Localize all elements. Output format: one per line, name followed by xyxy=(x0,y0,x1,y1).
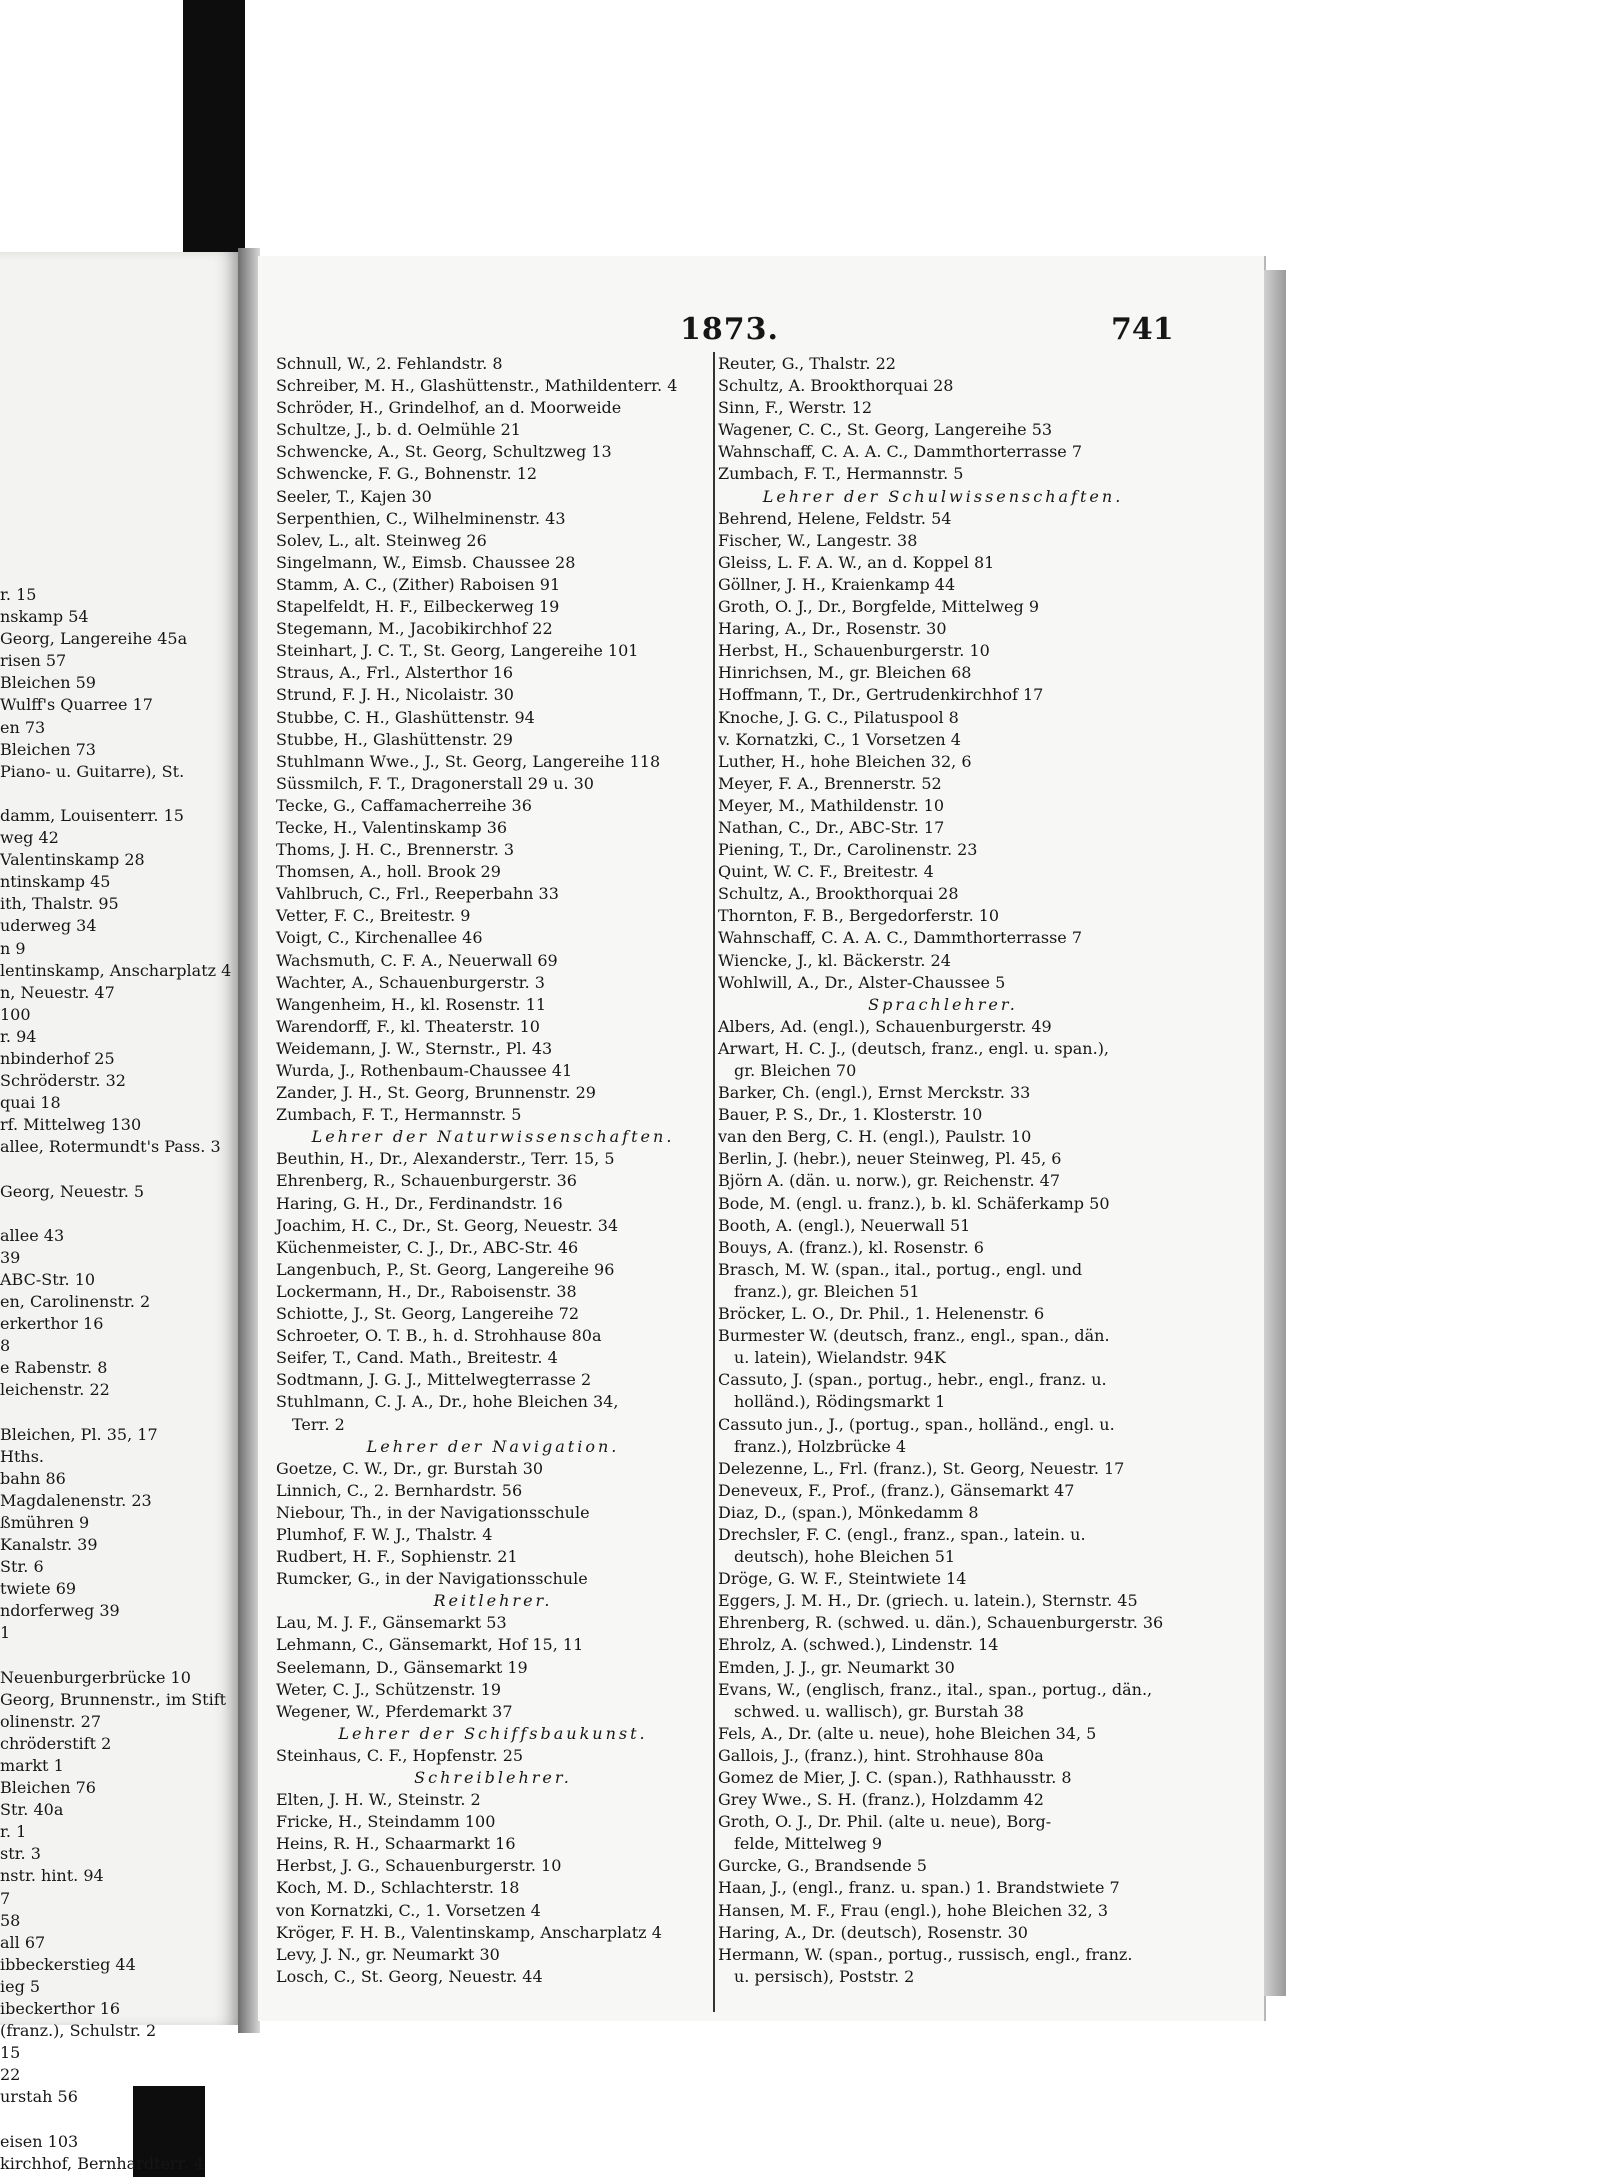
directory-entry: Bauer, P. S., Dr., 1. Klosterstr. 10 xyxy=(718,1105,983,1125)
directory-entry: Goetze, C. W., Dr., gr. Burstah 30 xyxy=(276,1458,544,1478)
directory-entry: Plumhof, F. W. J., Thalstr. 4 xyxy=(276,1524,493,1544)
column-divider xyxy=(713,352,715,2012)
directory-entry: Singelmann, W., Eimsb. Chaussee 28 xyxy=(276,552,576,572)
page-year: 1873. xyxy=(680,312,779,347)
directory-entry: Schultz, A. Brookthorquai 28 xyxy=(718,376,954,396)
directory-entry: Wachsmuth, C. F. A., Neuerwall 69 xyxy=(276,950,558,970)
left-page-fragment: twiete 69 xyxy=(0,1579,77,1599)
book-spine-shadow-top xyxy=(183,0,245,262)
directory-entry: Berlin, J. (hebr.), neuer Steinweg, Pl. 45, 6 xyxy=(718,1149,1062,1169)
left-page-fragment: ibbeckerstieg 44 xyxy=(0,1954,136,1974)
left-page-fragment: en 73 xyxy=(0,717,46,737)
left-page-fragment: nstr. hint. 94 xyxy=(0,1866,104,1886)
directory-entry: Stubbe, H., Glashüttenstr. 29 xyxy=(276,729,513,749)
directory-entry: Herbst, H., Schauenburgerstr. 10 xyxy=(718,641,990,661)
section-heading: Lehrer der Schiffsbaukunst. xyxy=(338,1723,648,1743)
directory-entry: Haring, A., Dr., Rosenstr. 30 xyxy=(718,619,947,639)
directory-entry: Heins, R. H., Schaarmarkt 16 xyxy=(276,1834,516,1854)
left-page-fragment xyxy=(0,1158,234,1180)
directory-entry: Kröger, F. H. B., Valentinskamp, Anscharplatz 4 xyxy=(276,1922,662,1942)
directory-entry: Wachter, A., Schauenburgerstr. 3 xyxy=(276,972,545,992)
directory-entry: Luther, H., hohe Bleichen 32, 6 xyxy=(718,751,972,771)
directory-entry: Schroeter, O. T. B., h. d. Strohhause 80a xyxy=(276,1326,602,1346)
directory-entry: Hermann, W. (span., portug., russisch, engl., franz. xyxy=(718,1944,1133,1964)
directory-entry: franz.), gr. Bleichen 51 xyxy=(734,1281,920,1301)
right-column-directory xyxy=(718,353,1168,1988)
directory-entry: Wangenheim, H., kl. Rosenstr. 11 xyxy=(276,994,547,1014)
left-page-fragment: ABC-Str. 10 xyxy=(0,1269,96,1289)
directory-entry: Cassuto, J. (span., portug., hebr., engl., franz. u. xyxy=(718,1370,1107,1390)
left-page-fragment xyxy=(0,1645,234,1667)
left-page-fragment: risen 57 xyxy=(0,651,67,671)
directory-entry: Losch, C., St. Georg, Neuestr. 44 xyxy=(276,1966,543,1986)
directory-entry: Gleiss, L. F. A. W., an d. Koppel 81 xyxy=(718,552,995,572)
directory-entry: Warendorff, F., kl. Theaterstr. 10 xyxy=(276,1016,540,1036)
directory-entry: Piening, T., Dr., Carolinenstr. 23 xyxy=(718,840,978,860)
directory-entry: Schreiber, M. H., Glashüttenstr., Mathildenterr. 4 xyxy=(276,376,678,396)
left-page-fragment: ibeckerthor 16 xyxy=(0,1999,121,2018)
left-page-fragment: lentinskamp, Anscharplatz 4 xyxy=(0,960,232,980)
left-page-fragment: weg 42 xyxy=(0,828,59,848)
directory-entry: Nathan, C., Dr., ABC-Str. 17 xyxy=(718,817,945,837)
directory-entry: Küchenmeister, C. J., Dr., ABC-Str. 46 xyxy=(276,1237,579,1257)
directory-entry: Stamm, A. C., (Zither) Raboisen 91 xyxy=(276,574,561,594)
directory-entry: gr. Bleichen 70 xyxy=(734,1061,857,1080)
left-page-fragment: 22 xyxy=(0,2065,21,2085)
directory-entry: Linnich, C., 2. Bernhardstr. 56 xyxy=(276,1480,523,1500)
directory-entry: Rumcker, G., in der Navigationsschule xyxy=(276,1569,588,1589)
directory-entry: Behrend, Helene, Feldstr. 54 xyxy=(718,508,952,528)
directory-entry: Fricke, H., Steindamm 100 xyxy=(276,1812,496,1832)
left-page-fragment: ßmühren 9 xyxy=(0,1512,90,1532)
directory-entry: Tecke, G., Caffamacherreihe 36 xyxy=(276,795,532,815)
section-heading: Lehrer der Navigation. xyxy=(366,1436,620,1456)
directory-entry: Groth, O. J., Dr., Borgfelde, Mittelweg 9 xyxy=(718,597,1040,617)
section-heading: Sprachlehrer. xyxy=(868,994,1018,1014)
directory-entry: Seelemann, D., Gänsemarkt 19 xyxy=(276,1657,528,1677)
left-page-fragment: 100 xyxy=(0,1004,31,1024)
directory-entry: holländ.), Rödingsmarkt 1 xyxy=(734,1392,946,1412)
left-page-fragment: e Rabenstr. 8 xyxy=(0,1358,108,1378)
directory-entry: Gurcke, G., Brandsende 5 xyxy=(718,1856,927,1876)
directory-entry: Gallois, J., (franz.), hint. Strohhause 80a xyxy=(718,1745,1044,1765)
directory-entry: u. latein), Wielandstr. 94K xyxy=(734,1348,946,1368)
directory-entry: Steinhart, J. C. T., St. Georg, Langereihe 101 xyxy=(276,641,639,661)
left-page-fragment: 1 xyxy=(0,1623,11,1643)
directory-entry: Voigt, C., Kirchenallee 46 xyxy=(276,928,483,948)
left-page-fragment: Bleichen, Pl. 35, 17 xyxy=(0,1424,158,1444)
directory-entry: Wahnschaff, C. A. A. C., Dammthorterrasse 7 xyxy=(718,928,1083,948)
directory-entry: Hinrichsen, M., gr. Bleichen 68 xyxy=(718,663,972,683)
left-page-fragment: ith, Thalstr. 95 xyxy=(0,894,119,914)
directory-entry: Thoms, J. H. C., Brennerstr. 3 xyxy=(276,840,515,860)
left-page-fragment: bahn 86 xyxy=(0,1468,66,1488)
directory-entry: Bode, M. (engl. u. franz.), b. kl. Schäferkamp 50 xyxy=(718,1193,1110,1213)
directory-entry: Diaz, D., (span.), Mönkedamm 8 xyxy=(718,1502,979,1522)
left-page-fragment: Valentinskamp 28 xyxy=(0,850,145,870)
directory-entry: Stubbe, C. H., Glashüttenstr. 94 xyxy=(276,707,535,727)
directory-entry: Cassuto jun., J., (portug., span., holländ., engl. u. xyxy=(718,1414,1115,1434)
directory-entry: Bouys, A. (franz.), kl. Rosenstr. 6 xyxy=(718,1237,984,1257)
directory-entry: Barker, Ch. (engl.), Ernst Merckstr. 33 xyxy=(718,1083,1031,1103)
directory-entry: Sinn, F., Werstr. 12 xyxy=(718,398,873,418)
left-page-fragment: 58 xyxy=(0,1910,21,1930)
directory-entry: Björn A. (dän. u. norw.), gr. Reichenstr. 47 xyxy=(718,1171,1061,1191)
page-number: 741 xyxy=(1111,312,1174,347)
left-page-fragment: n, Neuestr. 47 xyxy=(0,982,115,1002)
directory-entry: Lau, M. J. F., Gänsemarkt 53 xyxy=(276,1613,507,1633)
directory-entry: Wiencke, J., kl. Bäckerstr. 24 xyxy=(718,950,951,970)
left-page-fragment: 7 xyxy=(0,1888,11,1908)
left-page-fragment: n 9 xyxy=(0,938,26,958)
left-page-fragment: leichenstr. 22 xyxy=(0,1380,110,1400)
left-page-fragment: r. 94 xyxy=(0,1026,37,1046)
directory-entry: Zumbach, F. T., Hermannstr. 5 xyxy=(718,464,964,484)
left-page-fragment: Bleichen 59 xyxy=(0,673,96,693)
left-page-fragment: markt 1 xyxy=(0,1755,64,1775)
directory-entry: Solev, L., alt. Steinweg 26 xyxy=(276,530,487,550)
directory-entry: Wagener, C. C., St. Georg, Langereihe 53 xyxy=(718,420,1053,440)
directory-entry: Schiotte, J., St. Georg, Langereihe 72 xyxy=(276,1304,580,1324)
directory-entry: Stuhlmann Wwe., J., St. Georg, Langereihe 118 xyxy=(276,751,661,771)
directory-entry: Thomsen, A., holl. Brook 29 xyxy=(276,862,501,882)
directory-entry: Meyer, F. A., Brennerstr. 52 xyxy=(718,773,942,793)
directory-entry: Gomez de Mier, J. C. (span.), Rathhausstr. 8 xyxy=(718,1768,1072,1787)
directory-entry: Fischer, W., Langestr. 38 xyxy=(718,530,918,550)
directory-entry: Albers, Ad. (engl.), Schauenburgerstr. 49 xyxy=(718,1016,1052,1036)
left-page-fragment xyxy=(0,2108,234,2130)
directory-entry: Burmester W. (deutsch, franz., engl., span., dän. xyxy=(718,1326,1110,1346)
left-page-fragment: uderweg 34 xyxy=(0,916,97,936)
directory-entry: Tecke, H., Valentinskamp 36 xyxy=(276,817,508,837)
page-stack-edge xyxy=(1264,270,1286,1996)
directory-entry: v. Kornatzki, C., 1 Vorsetzen 4 xyxy=(718,729,961,749)
directory-entry: Eggers, J. M. H., Dr. (griech. u. latein.), Sternstr. 45 xyxy=(718,1591,1138,1611)
left-page-fragment: Str. 6 xyxy=(0,1557,44,1577)
directory-entry: Terr. 2 xyxy=(292,1414,345,1434)
left-page-fragment: str. 3 xyxy=(0,1844,41,1864)
directory-entry: Niebour, Th., in der Navigationsschule xyxy=(276,1502,590,1522)
section-heading: Lehrer der Schulwissenschaften. xyxy=(762,486,1124,506)
left-page-fragment: (franz.), Schulstr. 2 xyxy=(0,2021,157,2041)
directory-entry: Herbst, J. G., Schauenburgerstr. 10 xyxy=(276,1856,562,1876)
directory-entry: Lockermann, H., Dr., Raboisenstr. 38 xyxy=(276,1281,577,1301)
directory-entry: Rudbert, H. F., Sophienstr. 21 xyxy=(276,1547,518,1567)
left-page-fragment: Magdalenenstr. 23 xyxy=(0,1490,152,1510)
directory-entry: Arwart, H. C. J., (deutsch, franz., engl. u. span.), xyxy=(718,1038,1110,1058)
left-page-fragment: r. 15 xyxy=(0,585,37,604)
book-gutter xyxy=(238,248,260,2033)
left-page-fragment xyxy=(0,783,234,805)
left-page-fragment: Georg, Neuestr. 5 xyxy=(0,1181,145,1201)
directory-entry: Quint, W. C. F., Breitestr. 4 xyxy=(718,862,934,882)
directory-entry: Ehrolz, A. (schwed.), Lindenstr. 14 xyxy=(718,1635,999,1655)
directory-entry: Zander, J. H., St. Georg, Brunnenstr. 29 xyxy=(276,1083,596,1103)
directory-entry: Stapelfeldt, H. F., Eilbeckerweg 19 xyxy=(276,597,560,617)
directory-entry: Levy, J. N., gr. Neumarkt 30 xyxy=(276,1944,500,1964)
left-page-fragment: Georg, Brunnenstr., im Stift xyxy=(0,1689,227,1709)
directory-entry: Hoffmann, T., Dr., Gertrudenkirchhof 17 xyxy=(718,685,1044,705)
directory-entry: Evans, W., (englisch, franz., ital., span., portug., dän., xyxy=(718,1679,1153,1699)
directory-entry: Knoche, J. G. C., Pilatuspool 8 xyxy=(718,707,959,727)
directory-entry: Haan, J., (engl., franz. u. span.) 1. Brandstwiete 7 xyxy=(718,1878,1120,1898)
directory-entry: Haring, A., Dr. (deutsch), Rosenstr. 30 xyxy=(718,1922,1028,1942)
directory-entry: franz.), Holzbrücke 4 xyxy=(734,1436,907,1456)
left-page-fragment xyxy=(0,1203,234,1225)
directory-entry: Schwencke, A., St. Georg, Schultzweg 13 xyxy=(276,442,612,462)
directory-entry: u. persisch), Poststr. 2 xyxy=(734,1966,915,1986)
directory-entry: Lehmann, C., Gänsemarkt, Hof 15, 11 xyxy=(276,1635,584,1655)
directory-entry: Steinhaus, C. F., Hopfenstr. 25 xyxy=(276,1745,524,1765)
directory-entry: Dröge, G. W. F., Steintwiete 14 xyxy=(718,1569,967,1589)
left-page-fragment: ndorferweg 39 xyxy=(0,1601,120,1621)
directory-entry: Deneveux, F., Prof., (franz.), Gänsemarkt 47 xyxy=(718,1480,1075,1500)
directory-entry: Beuthin, H., Dr., Alexanderstr., Terr. 15, 5 xyxy=(276,1149,615,1169)
directory-entry: Weidemann, J. W., Sternstr., Pl. 43 xyxy=(276,1038,553,1058)
directory-entry: Wohlwill, A., Dr., Alster-Chaussee 5 xyxy=(718,972,1006,992)
directory-entry: Göllner, J. H., Kraienkamp 44 xyxy=(718,574,956,594)
left-page-fragment: all 67 xyxy=(0,1932,46,1952)
left-page-fragment: 8 xyxy=(0,1336,11,1356)
left-page-fragment: Neuenburgerbrücke 10 xyxy=(0,1667,191,1687)
left-page-fragment: Kanalstr. 39 xyxy=(0,1535,98,1555)
directory-entry: van den Berg, C. H. (engl.), Paulstr. 10 xyxy=(718,1127,1032,1147)
left-column-directory xyxy=(276,353,710,1988)
directory-entry: Ehrenberg, R. (schwed. u. dän.), Schauenburgerstr. 36 xyxy=(718,1613,1164,1633)
left-page-fragment: allee, Rotermundt's Pass. 3 xyxy=(0,1137,221,1157)
left-page-fragment: ntinskamp 45 xyxy=(0,872,111,892)
left-page-fragment: nbinderhof 25 xyxy=(0,1048,115,1068)
directory-entry: Süssmilch, F. T., Dragonerstall 29 u. 30 xyxy=(276,773,594,793)
left-page-fragment: 15 xyxy=(0,2043,21,2063)
directory-entry: Drechsler, F. C. (engl., franz., span., latein. u. xyxy=(718,1524,1086,1544)
directory-entry: Seeler, T., Kajen 30 xyxy=(276,486,432,506)
left-page-fragment: rf. Mittelweg 130 xyxy=(0,1115,142,1135)
directory-entry: schwed. u. wallisch), gr. Burstah 38 xyxy=(734,1701,1024,1721)
directory-entry: deutsch), hohe Bleichen 51 xyxy=(734,1547,956,1567)
directory-entry: Brasch, M. W. (span., ital., portug., engl. und xyxy=(718,1259,1083,1279)
left-page-fragment: Schröderstr. 32 xyxy=(0,1071,126,1091)
directory-entry: Haring, G. H., Dr., Ferdinandstr. 16 xyxy=(276,1193,563,1213)
directory-entry: Booth, A. (engl.), Neuerwall 51 xyxy=(718,1215,971,1235)
directory-entry: Wegener, W., Pferdemarkt 37 xyxy=(276,1701,513,1721)
directory-entry: Fels, A., Dr. (alte u. neue), hohe Bleichen 34, 5 xyxy=(718,1723,1097,1743)
section-heading: Lehrer der Naturwissenschaften. xyxy=(311,1127,675,1147)
left-page-fragment: eisen 103 xyxy=(0,2131,79,2151)
directory-entry: Groth, O. J., Dr. Phil. (alte u. neue), Borg- xyxy=(718,1812,1052,1832)
directory-entry: Emden, J. J., gr. Neumarkt 30 xyxy=(718,1657,955,1677)
directory-entry: Schwencke, F. G., Bohnenstr. 12 xyxy=(276,464,538,484)
directory-entry: Langenbuch, P., St. Georg, Langereihe 96 xyxy=(276,1259,615,1279)
directory-entry: Schnull, W., 2. Fehlandstr. 8 xyxy=(276,354,503,373)
left-page-fragment: quai 18 xyxy=(0,1093,61,1113)
left-page-fragment: olinenstr. 27 xyxy=(0,1711,102,1731)
left-page-fragment: urstah 56 xyxy=(0,2087,78,2107)
directory-entry: Hansen, M. F., Frau (engl.), hohe Bleichen 32, 3 xyxy=(718,1900,1109,1920)
section-heading: Schreiblehrer. xyxy=(414,1768,572,1787)
directory-entry: Strund, F. J. H., Nicolaistr. 30 xyxy=(276,685,514,705)
directory-entry: Grey Wwe., S. H. (franz.), Holzdamm 42 xyxy=(718,1790,1044,1810)
left-page-fragment: Bleichen 73 xyxy=(0,739,96,759)
directory-entry: Sodtmann, J. G. J., Mittelwegterrasse 2 xyxy=(276,1370,592,1390)
directory-entry: Stuhlmann, C. J. A., Dr., hohe Bleichen 34, xyxy=(276,1392,619,1412)
directory-entry: Stegemann, M., Jacobikirchhof 22 xyxy=(276,619,553,639)
left-page-fragment xyxy=(0,1401,234,1423)
left-page-fragment: ieg 5 xyxy=(0,1976,41,1996)
left-page-fragment: Bleichen 76 xyxy=(0,1778,96,1798)
left-page-fragments xyxy=(0,584,234,2175)
left-page-fragment: Str. 40a xyxy=(0,1800,64,1820)
directory-entry: Ehrenberg, R., Schauenburgerstr. 36 xyxy=(276,1171,577,1191)
left-page-fragment: nskamp 54 xyxy=(0,607,89,627)
directory-entry: Wurda, J., Rothenbaum-Chaussee 41 xyxy=(276,1061,573,1080)
directory-entry: Delezenne, L., Frl. (franz.), St. Georg, Neuestr. 17 xyxy=(718,1458,1125,1478)
left-page-fragment: Piano- u. Guitarre), St. xyxy=(0,761,185,781)
directory-entry: Vahlbruch, C., Frl., Reeperbahn 33 xyxy=(276,884,559,904)
directory-entry: Zumbach, F. T., Hermannstr. 5 xyxy=(276,1105,522,1125)
left-page-edge xyxy=(0,252,238,2173)
left-page-fragment: Hths. xyxy=(0,1446,44,1466)
left-page-fragment: Georg, Langereihe 45a xyxy=(0,629,188,649)
directory-entry: Schröder, H., Grindelhof, an d. Moorweide xyxy=(276,398,622,418)
left-page-fragment: 39 xyxy=(0,1247,21,1267)
left-page-fragment: allee 43 xyxy=(0,1225,65,1245)
directory-entry: felde, Mittelweg 9 xyxy=(734,1834,883,1854)
directory-entry: Serpenthien, C., Wilhelminenstr. 43 xyxy=(276,508,566,528)
directory-entry: Straus, A., Frl., Alsterthor 16 xyxy=(276,663,514,683)
directory-entry: Meyer, M., Mathildenstr. 10 xyxy=(718,795,945,815)
left-page-fragment: Wulff's Quarree 17 xyxy=(0,695,153,715)
left-page-fragment: r. 1 xyxy=(0,1822,27,1842)
left-page-fragment: erkerthor 16 xyxy=(0,1314,104,1334)
directory-entry: Schultze, J., b. d. Oelmühle 21 xyxy=(276,420,521,440)
directory-entry: Joachim, H. C., Dr., St. Georg, Neuestr. 34 xyxy=(276,1215,619,1235)
section-heading: Reitlehrer. xyxy=(433,1591,553,1611)
left-page-fragment: damm, Louisenterr. 15 xyxy=(0,805,184,825)
directory-entry: von Kornatzki, C., 1. Vorsetzen 4 xyxy=(276,1900,541,1920)
directory-entry: Elten, J. H. W., Steinstr. 2 xyxy=(276,1790,481,1810)
left-page-fragment: kirchhof, Bernhardterr. 4 xyxy=(0,2153,204,2173)
directory-entry: Weter, C. J., Schützenstr. 19 xyxy=(276,1679,502,1699)
directory-entry: Thornton, F. B., Bergedorferstr. 10 xyxy=(718,906,1000,926)
left-page-fragment: chröderstift 2 xyxy=(0,1733,112,1753)
directory-entry: Seifer, T., Cand. Math., Breitestr. 4 xyxy=(276,1348,558,1368)
directory-entry: Schultz, A., Brookthorquai 28 xyxy=(718,884,959,904)
directory-entry: Reuter, G., Thalstr. 22 xyxy=(718,354,896,373)
directory-entry: Wahnschaff, C. A. A. C., Dammthorterrasse 7 xyxy=(718,442,1083,462)
left-page-fragment: en, Carolinenstr. 2 xyxy=(0,1292,151,1311)
directory-entry: Bröcker, L. O., Dr. Phil., 1. Helenenstr. 6 xyxy=(718,1304,1045,1324)
directory-entry: Koch, M. D., Schlachterstr. 18 xyxy=(276,1878,520,1898)
directory-entry: Vetter, F. C., Breitestr. 9 xyxy=(276,906,471,926)
